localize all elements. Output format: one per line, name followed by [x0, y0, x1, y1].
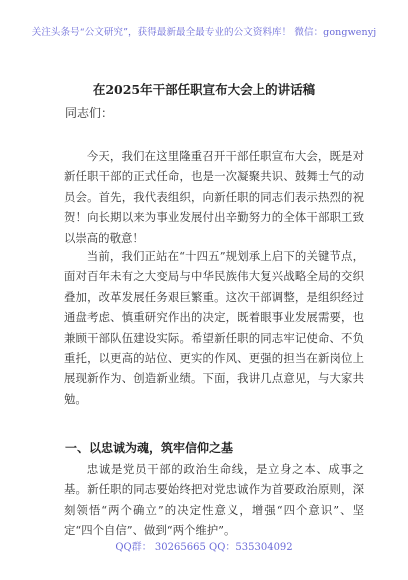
- paragraph-section-one: 忠诚是党员干部的政治生命线，是立身之本、成事之基。新任职的同志要始终把对党忠诚作为首要政治原则，深刻领悟“两个确立”的决定性意义，增强“四个意识”、坚定“四个自信”、做到“两个维护”。: [64, 462, 364, 538]
- header-promo-text: 关注头条号“公文研究”，获得最新最全最专业的公文资料库！ 微信：gongwenyj: [31, 27, 377, 38]
- paragraph-opening: 今天，我们在这里隆重召开干部任职宣布大会，既是对新任职干部的正式任命，也是一次凝聚共识、鼓舞士气的动员会。首先，我代表组织，向新任职的同志们表示热烈的祝贺！向长期以来为事业发展付出辛勤努力的全体干部职工致以崇高的敬意！: [64, 149, 364, 245]
- salutation: 同志们：: [65, 106, 114, 120]
- footer-contact-text: QQ群： 30265665 QQ：535304092: [115, 542, 293, 553]
- paragraph-context: 当前，我们正站在“十四五”规划承上启下的关键节点，面对百年未有之大变局与中华民族伟大复兴战略全局的交织叠加，改革发展任务艰巨繁重。这次干部调整，是组织经过通盘考虑、慎重研究作出的决定，既着眼事业发展需要，也兼顾干部队伍建设实际。希望新任职的同志牢记使命、不负重托，以更高的站位、更实的作风、更强的担当在新岗位上展现新作为、创造新业绩。下面，我讲几点意见，与大家共勉。: [64, 249, 364, 406]
- document-title: 在2025年干部任职宣布大会上的讲话稿: [92, 82, 316, 97]
- section-heading: 一、以忠诚为魂，筑牢信仰之基: [65, 441, 234, 455]
